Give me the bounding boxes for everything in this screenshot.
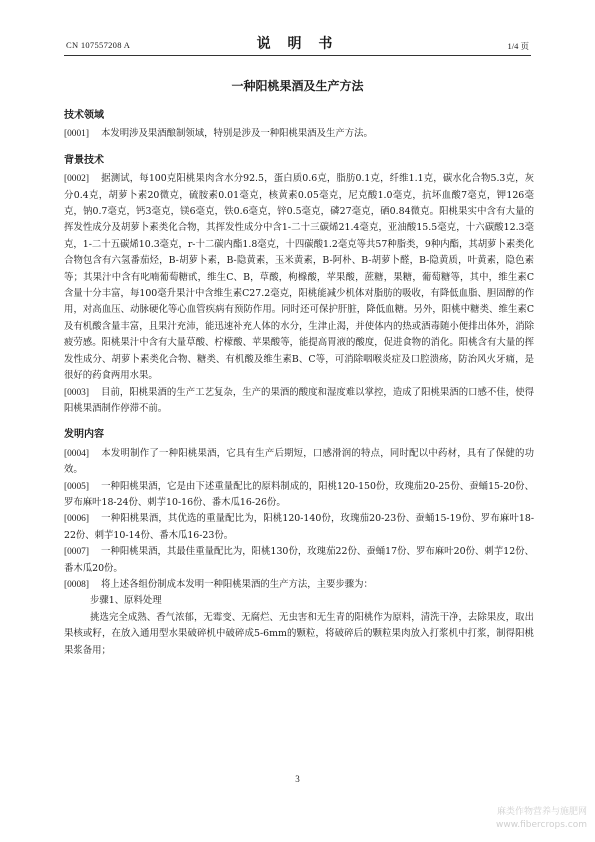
paragraph-text: 将上述各组份制成本发明一种阳桃果酒的生产方法，主要步骤为： (101, 578, 373, 590)
paragraph-text: 本发明涉及果酒酿制领域，特别是涉及一种阳桃果酒及生产方法。 (101, 128, 373, 140)
section-heading-invention: 发明内容 (64, 429, 104, 441)
paragraph-text: 一种阳桃果酒，其最佳重量配比为，阳桃130份，玫瑰茄22份、蚕蛹17份、罗布麻叶20份、刺芋12份、番木瓜20份。 (64, 546, 534, 574)
page-indicator: 1/4 页 (507, 41, 529, 51)
document-body (64, 108, 534, 659)
paragraph-text: 目前，阳桃果酒的生产工艺复杂，生产的果酒的酸度和湿度难以掌控，造成了阳桃果酒的口感不佳，使得阳桃果酒制作停滞不前。 (64, 386, 534, 414)
section-heading-tech-field: 技术领域 (64, 110, 104, 121)
paragraph (64, 544, 534, 577)
step-title: 步骤1、原料处理 (90, 595, 162, 607)
paragraph-number: [0002] (64, 174, 89, 185)
paragraph-number: [0001] (64, 129, 89, 140)
paragraph-text: 本发明制作了一种阳桃果酒，它具有生产后期短，口感滑润的特点，同时配以中药材，具有了保健的功效。 (64, 447, 534, 476)
watermark-line-1: 麻类作物营养与施肥网 (496, 807, 587, 817)
paragraph-text: 据测试，每100克阳桃果肉含水分92.5，蛋白质0.6克，脂肪0.1克，纤维1.1克，碳水化合物5.3克，灰分0.4克，胡萝卜素20微克，硫胺素0.01毫克，核黄素0.05毫克，尼克酸1.0毫克，抗坏血酸7毫克，钾126毫克，钠0.7毫克，钙3毫克，镁6毫克，铁0.6毫克，锌0.5毫克，磷27毫克，硒0.84微克。阳桃果实中含有大量的挥发性成分及胡萝卜素类化合物，其挥发性成分中含1-二十三碳烯21.4毫克，亚油酸15.5毫克，十六碳酸12.3毫克，1-二十五碳烯10.3毫克，r-十二碳内酯1.8毫克，十四碳酸1.2毫克等共57种脂类，9种内酯，其胡萝卜素类化合物包含有六氢番茄烃，B-胡萝卜素，B-隐黄素，玉米黄素，B-阿朴、B-胡萝卜醛，B-隐黄质，叶黄素，隐色素等；其果汁中含有叱喃葡萄糖甙，维生C、B，草酸，枸橼酸，苹果酸，蔗糖，果糖，葡萄糖等，其中，维生素C含量十分丰富，每100毫升果汁中含维生素C27.2毫克，阳桃能减少机体对脂肪的吸收，有降低血脂、胆固醇的作用，对高血压、动脉硬化等心血管疾病有预防作用。同时还可保护肝脏，降低血糖。另外，阳桃中糖类、维生素C及有机酸含量丰富，且果汁充沛，能迅速补充人体的水分，生津止渴，并使体内的热或酒毒随小便排出体外，消除疲劳感。阳桃果汁中含有大量草酸、柠檬酸、苹果酸等，能提高胃液的酸度，促进食物的消化。阳桃含有大量的挥发性成分、胡萝卜素类化合物、糖类、有机酸及维生素B、C等，可消除咽喉炎症及口腔溃疡，防治风火牙痛，是很好的药食两用水果。 (64, 173, 534, 382)
paragraph (64, 446, 534, 479)
paragraph (64, 577, 534, 593)
paragraph-number: [0003] (64, 387, 89, 398)
paragraph-number: [0006] (64, 514, 89, 525)
paragraph-text: 一种阳桃果酒，其优选的重量配比为，阳桃120-140份，玫瑰茄20-23份、蚕蛹15-19份、罗布麻叶18-22份、刺芋10-14份、番木瓜16-23份。 (64, 513, 534, 541)
paragraph-number: [0007] (64, 547, 89, 558)
step-text (64, 610, 534, 659)
step-text-content: 挑选完全成熟、香气浓郁，无霉变、无腐烂、无虫害和无生青的阳桃作为原料，清洗干净，去除果皮，取出果核或籽，在放入通用型水果破碎机中破碎成5-6mm的颗粒，将破碎后的颗粒果肉放入打浆机中打浆，制得阳桃果浆备用； (64, 611, 534, 656)
paragraph (64, 126, 534, 142)
header-divider (64, 55, 531, 56)
document-type: 说 明 书 (256, 36, 339, 52)
publication-number: CN 107557208 A (66, 40, 131, 50)
watermark (496, 806, 587, 832)
page-number: 3 (295, 774, 300, 784)
section-heading-background: 背景技术 (64, 154, 104, 166)
document-title: 一种阳桃果酒及生产方法 (231, 79, 364, 93)
paragraph-number: [0008] (64, 579, 89, 590)
watermark-line-2: www.fibercrops.com (496, 820, 587, 830)
paragraph (64, 511, 534, 544)
paragraph (64, 385, 534, 418)
paragraph-number: [0004] (64, 448, 89, 459)
paragraph-text: 一种阳桃果酒，它是由下述重量配比的原料制成的，阳桃120-150份，玫瑰茄20-25份、蚕蛹15-20份、罗布麻叶18-24份、刺芋10-16份、番木瓜16-26份。 (64, 480, 534, 508)
paragraph-number: [0005] (64, 481, 89, 492)
paragraph (64, 171, 534, 384)
paragraph (64, 479, 534, 512)
